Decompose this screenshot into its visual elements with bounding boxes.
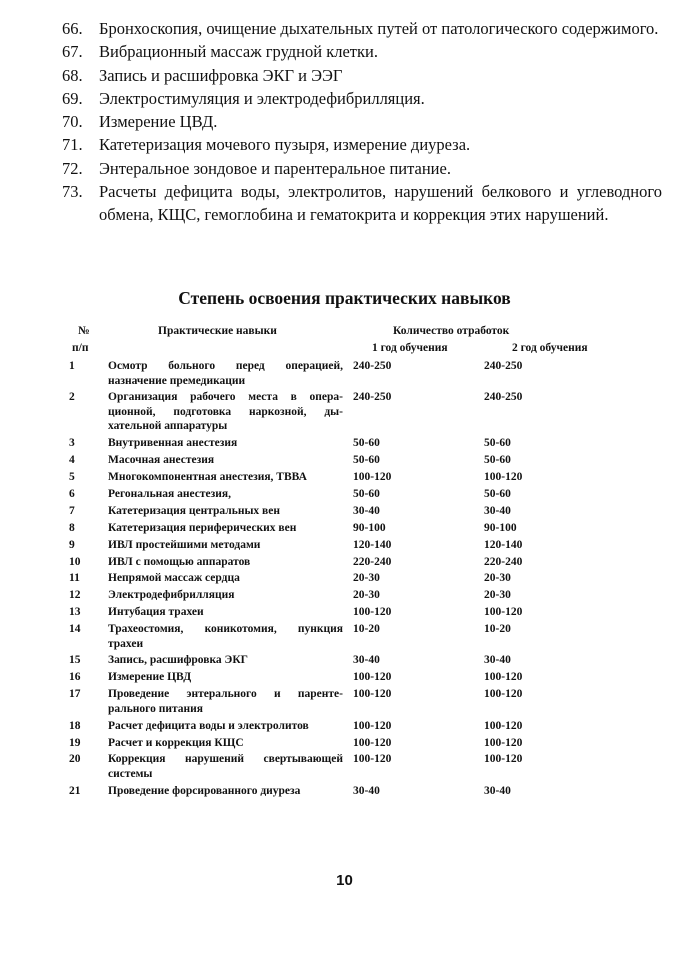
row-year1: 100-120 <box>353 753 392 766</box>
row-skill: Организация рабочего места в операционной, подготовка наркозной, дыхательной аппаратуры <box>108 391 343 433</box>
row-year2: 100-120 <box>484 606 523 619</box>
list-item-number: 66. <box>62 19 83 38</box>
table-row <box>64 359 644 388</box>
list-item <box>62 110 662 133</box>
row-number: 16 <box>69 671 81 684</box>
row-skill: Катетеризация центральных вен <box>108 504 280 517</box>
list-item-text: Расчеты дефицита воды, электролитов, нарушений белкового и углеводного обмена, КЩС, гемоглобина и гематокрита и коррекция этих нарушений. <box>99 182 662 225</box>
row-year1: 50-60 <box>353 487 380 500</box>
header-year1: 1 год обучения <box>372 342 448 354</box>
row-number: 15 <box>69 654 81 667</box>
row-year1: 100-120 <box>353 719 392 732</box>
list-item-text: Бронхоскопия, очищение дыхательных путей от патологического содержимого. <box>99 19 659 38</box>
table-row <box>64 719 644 734</box>
row-year1: 100-120 <box>353 671 392 684</box>
table-row <box>64 436 644 451</box>
row-year2: 50-60 <box>484 454 511 467</box>
row-number: 18 <box>69 719 81 732</box>
header-count: Количество отработок <box>393 325 510 337</box>
table-row <box>64 670 644 685</box>
row-number: 7 <box>69 504 75 517</box>
row-year1: 220-240 <box>353 555 392 568</box>
row-skill: Трахеостомия, коникотомия, пункция трахеи <box>108 623 343 650</box>
row-skill: Коррекция нарушений свертывающей системы <box>108 753 343 780</box>
row-year2: 240-250 <box>484 391 523 404</box>
list-item-number: 70. <box>62 112 83 132</box>
row-number: 1 <box>69 360 75 372</box>
row-skill: Непрямой массаж сердца <box>108 572 240 585</box>
row-number: 3 <box>69 437 75 450</box>
list-item <box>62 87 662 110</box>
table-row <box>64 752 644 781</box>
row-year2: 30-40 <box>484 784 511 797</box>
row-year1: 30-40 <box>353 784 380 797</box>
row-year1: 240-250 <box>353 360 392 372</box>
row-skill: Проведение энтерального и парентерального питания <box>108 688 343 715</box>
row-number: 12 <box>69 589 81 602</box>
row-year2: 100-120 <box>484 471 523 484</box>
row-number: 10 <box>69 555 81 568</box>
row-year2: 100-120 <box>484 671 523 684</box>
list-item <box>62 17 662 40</box>
row-year2: 20-30 <box>484 572 511 585</box>
table-row <box>64 504 644 519</box>
row-skill: Электродефибрилляция <box>108 589 235 602</box>
row-year2: 30-40 <box>484 504 511 517</box>
table-row <box>64 687 644 716</box>
list-item <box>62 157 662 180</box>
row-number: 9 <box>69 538 75 551</box>
numbered-list <box>62 17 662 227</box>
row-skill: Запись, расшифровка ЭКГ <box>108 654 248 667</box>
table-row <box>64 736 644 751</box>
list-item-number: 71. <box>62 135 83 155</box>
row-skill: Осмотр больного перед операцией, назначение премедикации <box>108 360 343 387</box>
row-skill: Расчет дефицита воды и электролитов <box>108 719 309 732</box>
list-item-number: 67. <box>62 42 83 62</box>
row-number: 8 <box>69 521 75 534</box>
row-number: 19 <box>69 736 81 749</box>
row-year1: 30-40 <box>353 654 380 667</box>
row-skill: Катетеризация периферических вен <box>108 521 297 534</box>
page-number: 10 <box>336 872 353 889</box>
row-skill: Регональная анестезия, <box>108 487 231 500</box>
row-year2: 100-120 <box>484 688 523 701</box>
table-row <box>64 390 644 434</box>
table-row <box>64 555 644 570</box>
row-number: 21 <box>69 784 81 797</box>
row-number: 4 <box>69 454 75 467</box>
row-year1: 50-60 <box>353 437 380 450</box>
row-year1: 30-40 <box>353 504 380 517</box>
table-row <box>64 487 644 502</box>
row-skill: Интубация трахеи <box>108 606 204 619</box>
row-skill: Многокомпонентная анестезия, ТВВА <box>108 471 307 484</box>
row-number: 14 <box>69 623 81 636</box>
row-year1: 90-100 <box>353 521 386 534</box>
list-item-text: Катетеризация мочевого пузыря, измерение диуреза. <box>99 135 471 155</box>
row-year1: 100-120 <box>353 736 392 749</box>
row-number: 6 <box>69 487 75 500</box>
row-year1: 100-120 <box>353 471 392 484</box>
row-skill: Измерение ЦВД <box>108 671 192 684</box>
row-year1: 120-140 <box>353 538 392 551</box>
row-skill: Внутривенная анестезия <box>108 437 238 450</box>
list-item-text: Запись и расшифровка ЭКГ и ЭЭГ <box>99 65 343 85</box>
row-skill: Расчет и коррекция КЩС <box>108 736 244 749</box>
section-title: Степень освоения практических навыков <box>178 288 511 308</box>
table-row <box>64 784 644 799</box>
header-year2: 2 год обучения <box>512 342 588 354</box>
row-year1: 20-30 <box>353 572 380 585</box>
row-year2: 100-120 <box>484 736 523 749</box>
table-row <box>64 538 644 553</box>
row-year1: 50-60 <box>353 454 380 467</box>
row-year1: 100-120 <box>353 606 392 619</box>
table-row <box>64 605 644 620</box>
list-item <box>62 64 662 87</box>
list-item-text: Энтеральное зондовое и парентеральное питание. <box>99 158 451 178</box>
row-number: 2 <box>69 391 75 404</box>
row-number: 11 <box>69 572 80 585</box>
table-row <box>64 521 644 536</box>
header-number-sub: п/п <box>72 342 89 354</box>
row-year1: 20-30 <box>353 589 380 602</box>
row-year2: 100-120 <box>484 719 523 732</box>
row-year1: 10-20 <box>353 623 380 636</box>
table-row <box>64 470 644 485</box>
list-item <box>62 133 662 156</box>
table-row <box>64 453 644 468</box>
list-item-text: Вибрационный массаж грудной клетки. <box>99 42 378 62</box>
row-year2: 50-60 <box>484 487 511 500</box>
row-skill: Проведение форсированного диуреза <box>108 784 301 797</box>
list-item-number: 72. <box>62 158 83 178</box>
list-item <box>62 40 662 63</box>
row-year2: 120-140 <box>484 538 523 551</box>
table-row <box>64 571 644 586</box>
list-item-number: 73. <box>62 182 83 202</box>
row-year2: 220-240 <box>484 555 523 568</box>
list-item-text: Измерение ЦВД. <box>99 112 218 132</box>
row-number: 20 <box>69 753 81 766</box>
header-skills: Практические навыки <box>158 325 277 337</box>
header-number: № <box>78 325 90 337</box>
row-year2: 20-30 <box>484 589 511 602</box>
row-year1: 100-120 <box>353 688 392 701</box>
row-number: 5 <box>69 471 75 484</box>
table-row <box>64 622 644 651</box>
row-skill: ИВЛ простейшими методами <box>108 538 261 551</box>
table-header <box>64 325 644 359</box>
row-year2: 30-40 <box>484 654 511 667</box>
row-year2: 50-60 <box>484 437 511 450</box>
row-number: 17 <box>69 688 81 701</box>
row-year1: 240-250 <box>353 391 392 404</box>
row-number: 13 <box>69 606 81 619</box>
list-item <box>62 180 662 227</box>
table-row <box>64 588 644 603</box>
row-year2: 10-20 <box>484 623 511 636</box>
skills-table <box>64 325 644 801</box>
list-item-number: 68. <box>62 65 83 85</box>
row-year2: 100-120 <box>484 753 523 766</box>
row-year2: 240-250 <box>484 360 523 372</box>
table-row <box>64 653 644 668</box>
list-item-text: Электростимуляция и электродефибрилляция. <box>99 88 425 108</box>
list-item-number: 69. <box>62 88 83 108</box>
row-year2: 90-100 <box>484 521 517 534</box>
row-skill: Масочная анестезия <box>108 454 215 467</box>
row-skill: ИВЛ с помощью аппаратов <box>108 555 251 568</box>
